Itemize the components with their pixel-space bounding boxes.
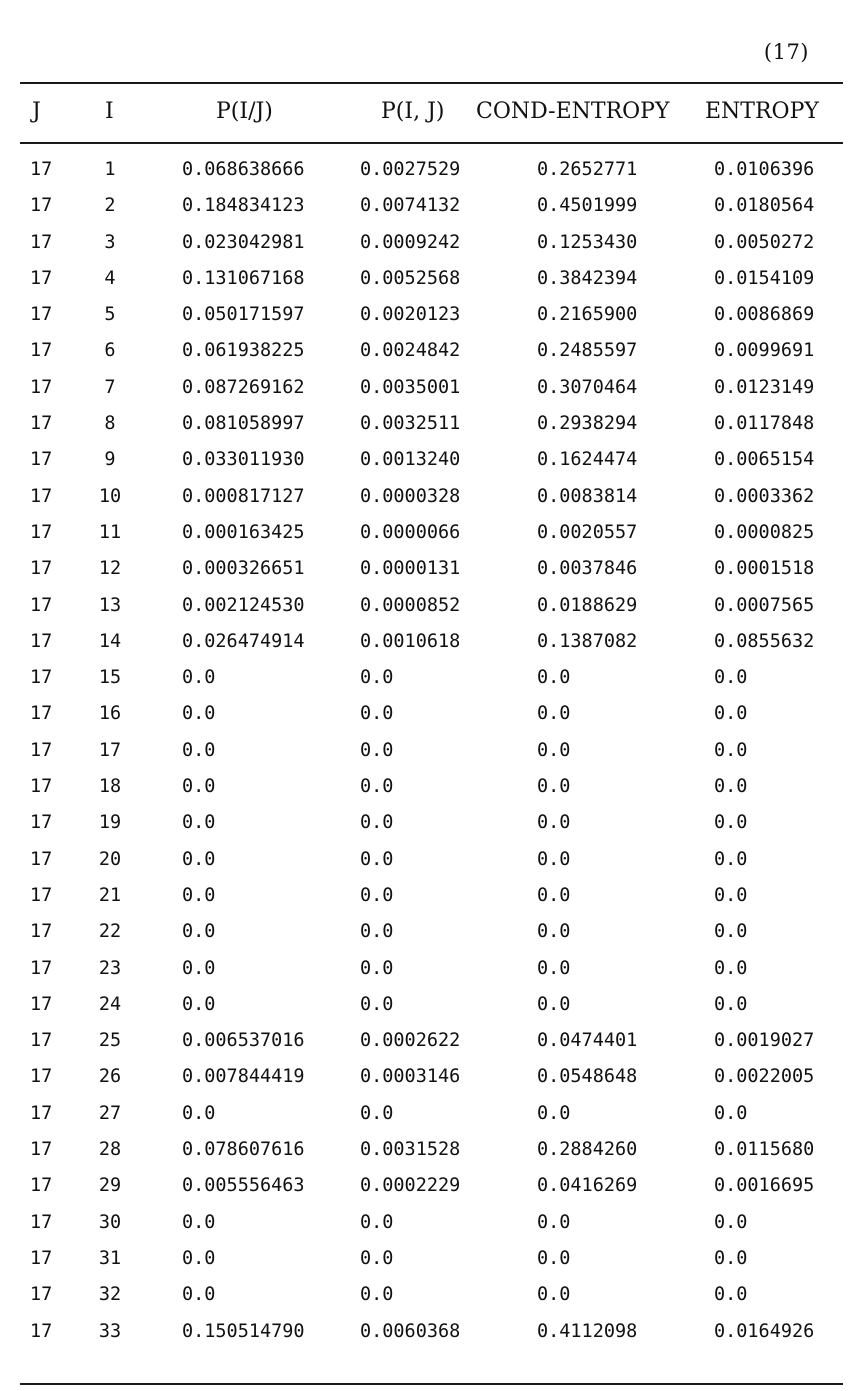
- cell-j: 17: [30, 1320, 53, 1342]
- cell-i: 33: [98, 1320, 122, 1342]
- cell-cond-entropy: 0.1253430: [537, 231, 638, 253]
- table-row: [0, 951, 863, 987]
- table-row: [0, 660, 863, 696]
- cell-p-i-j: 0.0: [360, 1284, 394, 1306]
- cell-entropy: 0.0: [714, 1247, 748, 1269]
- cell-entropy: 0.0022005: [714, 1066, 815, 1088]
- cell-entropy: 0.0016695: [714, 1175, 815, 1197]
- cell-p-i-j: 0.0000131: [360, 558, 461, 580]
- cell-i: 22: [98, 921, 122, 943]
- header-i: I: [105, 99, 114, 124]
- table-body: [0, 152, 863, 1350]
- cell-cond-entropy: 0.0: [537, 884, 571, 906]
- cell-j: 17: [30, 1247, 53, 1269]
- cell-i: 2: [104, 195, 116, 217]
- cell-j: 17: [30, 921, 53, 943]
- cell-p-i-given-j: 0.0: [182, 993, 216, 1015]
- table-row: [0, 588, 863, 624]
- table-row: [0, 733, 863, 769]
- cell-entropy: 0.0: [714, 703, 748, 725]
- table-row: [0, 805, 863, 841]
- cell-i: 29: [98, 1175, 122, 1197]
- header-j: J: [32, 99, 41, 124]
- cell-p-i-given-j: 0.078607616: [182, 1139, 305, 1161]
- table-top-rule: [20, 82, 843, 84]
- cell-p-i-given-j: 0.050171597: [182, 304, 305, 326]
- cell-p-i-given-j: 0.087269162: [182, 376, 305, 398]
- cell-cond-entropy: 0.2485597: [537, 340, 638, 362]
- cell-p-i-given-j: 0.026474914: [182, 630, 305, 652]
- cell-j: 17: [30, 231, 53, 253]
- table-row: [0, 987, 863, 1023]
- cell-j: 17: [30, 776, 53, 798]
- table-row: [0, 842, 863, 878]
- cell-p-i-j: 0.0: [360, 1102, 394, 1124]
- cell-j: 17: [30, 739, 53, 761]
- table-row: [0, 1314, 863, 1350]
- cell-cond-entropy: 0.3070464: [537, 376, 638, 398]
- table-row: [0, 152, 863, 188]
- header-p-i-given-j: P(I/J): [216, 99, 273, 124]
- cell-p-i-given-j: 0.0: [182, 812, 216, 834]
- cell-i: 9: [104, 449, 116, 471]
- cell-p-i-j: 0.0: [360, 993, 394, 1015]
- cell-p-i-given-j: 0.081058997: [182, 413, 305, 435]
- table-row: [0, 225, 863, 261]
- cell-j: 17: [30, 376, 53, 398]
- cell-p-i-j: 0.0013240: [360, 449, 461, 471]
- cell-entropy: 0.0: [714, 921, 748, 943]
- cell-p-i-given-j: 0.0: [182, 776, 216, 798]
- table-row: [0, 878, 863, 914]
- cell-i: 6: [104, 340, 116, 362]
- cell-p-i-j: 0.0: [360, 957, 394, 979]
- cell-p-i-given-j: 0.0: [182, 1247, 216, 1269]
- table-row: [0, 297, 863, 333]
- table-row: [0, 1205, 863, 1241]
- cell-p-i-given-j: 0.0: [182, 1284, 216, 1306]
- table-header-row: [0, 95, 863, 129]
- cell-p-i-given-j: 0.150514790: [182, 1320, 305, 1342]
- cell-i: 23: [98, 957, 122, 979]
- cell-cond-entropy: 0.0: [537, 812, 571, 834]
- cell-i: 12: [98, 558, 122, 580]
- cell-entropy: 0.0: [714, 993, 748, 1015]
- cell-p-i-j: 0.0: [360, 812, 394, 834]
- cell-p-i-j: 0.0024842: [360, 340, 461, 362]
- table-row: [0, 261, 863, 297]
- cell-i: 15: [98, 667, 122, 689]
- cell-i: 24: [98, 993, 122, 1015]
- cell-entropy: 0.0106396: [714, 159, 815, 180]
- cell-entropy: 0.0: [714, 884, 748, 906]
- table-row: [0, 914, 863, 950]
- cell-p-i-given-j: 0.0: [182, 667, 216, 689]
- cell-cond-entropy: 0.1387082: [537, 630, 638, 652]
- cell-j: 17: [30, 1284, 53, 1306]
- cell-i: 16: [98, 703, 122, 725]
- table-row: [0, 1023, 863, 1059]
- cell-cond-entropy: 0.0548648: [537, 1066, 638, 1088]
- cell-cond-entropy: 0.0037846: [537, 558, 638, 580]
- cell-p-i-given-j: 0.000163425: [182, 521, 305, 543]
- table-header-rule: [20, 142, 843, 144]
- cell-j: 17: [30, 340, 53, 362]
- cell-p-i-given-j: 0.0: [182, 848, 216, 870]
- cell-j: 17: [30, 1211, 53, 1233]
- cell-p-i-given-j: 0.007844419: [182, 1066, 305, 1088]
- cell-p-i-given-j: 0.023042981: [182, 231, 305, 253]
- cell-i: 32: [98, 1284, 122, 1306]
- cell-entropy: 0.0115680: [714, 1139, 815, 1161]
- cell-p-i-given-j: 0.061938225: [182, 340, 305, 362]
- cell-j: 17: [30, 1102, 53, 1124]
- cell-cond-entropy: 0.0: [537, 921, 571, 943]
- table-row: [0, 1277, 863, 1313]
- cell-p-i-j: 0.0: [360, 848, 394, 870]
- cell-entropy: 0.0065154: [714, 449, 815, 471]
- cell-cond-entropy: 0.0020557: [537, 521, 638, 543]
- header-cond-entropy: COND-ENTROPY: [476, 99, 670, 124]
- cell-j: 17: [30, 594, 53, 616]
- cell-i: 25: [98, 1030, 122, 1052]
- cell-j: 17: [30, 703, 53, 725]
- cell-j: 17: [30, 267, 53, 289]
- cell-entropy: 0.0000825: [714, 521, 815, 543]
- cell-p-i-given-j: 0.0: [182, 1102, 216, 1124]
- cell-j: 17: [30, 848, 53, 870]
- cell-i: 10: [98, 485, 122, 507]
- cell-cond-entropy: 0.0: [537, 993, 571, 1015]
- cell-p-i-given-j: 0.0: [182, 1211, 216, 1233]
- cell-entropy: 0.0086869: [714, 304, 815, 326]
- cell-p-i-given-j: 0.0: [182, 921, 216, 943]
- cell-j: 17: [30, 1030, 53, 1052]
- cell-entropy: 0.0: [714, 739, 748, 761]
- cell-i: 27: [98, 1102, 122, 1124]
- cell-p-i-j: 0.0: [360, 776, 394, 798]
- table-row: [0, 551, 863, 587]
- cell-cond-entropy: 0.0: [537, 1211, 571, 1233]
- table-row: [0, 370, 863, 406]
- table-row: [0, 515, 863, 551]
- cell-entropy: 0.0: [714, 667, 748, 689]
- cell-entropy: 0.0117848: [714, 413, 815, 435]
- cell-j: 17: [30, 1175, 53, 1197]
- cell-p-i-given-j: 0.033011930: [182, 449, 305, 471]
- table-row: [0, 1132, 863, 1168]
- cell-cond-entropy: 0.1624474: [537, 449, 638, 471]
- cell-i: 5: [104, 304, 116, 326]
- cell-cond-entropy: 0.0: [537, 1102, 571, 1124]
- cell-p-i-j: 0.0003146: [360, 1066, 461, 1088]
- cell-i: 26: [98, 1066, 122, 1088]
- cell-cond-entropy: 0.0083814: [537, 485, 638, 507]
- cell-p-i-j: 0.0: [360, 739, 394, 761]
- cell-cond-entropy: 0.3842394: [537, 267, 638, 289]
- table-row: [0, 624, 863, 660]
- cell-p-i-given-j: 0.184834123: [182, 195, 305, 217]
- cell-entropy: 0.0: [714, 957, 748, 979]
- cell-p-i-j: 0.0000066: [360, 521, 461, 543]
- cell-entropy: 0.0: [714, 1284, 748, 1306]
- cell-cond-entropy: 0.4501999: [537, 195, 638, 217]
- cell-j: 17: [30, 957, 53, 979]
- cell-entropy: 0.0: [714, 1211, 748, 1233]
- cell-p-i-j: 0.0010618: [360, 630, 461, 652]
- cell-cond-entropy: 0.0188629: [537, 594, 638, 616]
- cell-p-i-given-j: 0.006537016: [182, 1030, 305, 1052]
- cell-entropy: 0.0001518: [714, 558, 815, 580]
- header-entropy: ENTROPY: [705, 99, 819, 124]
- cell-p-i-given-j: 0.131067168: [182, 267, 305, 289]
- cell-j: 17: [30, 304, 53, 326]
- cell-cond-entropy: 0.4112098: [537, 1320, 638, 1342]
- cell-i: 30: [98, 1211, 122, 1233]
- cell-j: 17: [30, 630, 53, 652]
- cell-j: 17: [30, 159, 53, 180]
- cell-p-i-j: 0.0: [360, 703, 394, 725]
- cell-entropy: 0.0019027: [714, 1030, 815, 1052]
- cell-i: 20: [98, 848, 122, 870]
- cell-j: 17: [30, 1066, 53, 1088]
- cell-p-i-j: 0.0060368: [360, 1320, 461, 1342]
- cell-p-i-j: 0.0: [360, 884, 394, 906]
- cell-j: 17: [30, 413, 53, 435]
- table-row: [0, 696, 863, 732]
- cell-i: 18: [98, 776, 122, 798]
- cell-i: 31: [98, 1247, 122, 1269]
- cell-i: 4: [104, 267, 116, 289]
- cell-cond-entropy: 0.0: [537, 776, 571, 798]
- page-number: (17): [763, 40, 809, 64]
- cell-j: 17: [30, 485, 53, 507]
- cell-p-i-given-j: 0.002124530: [182, 594, 305, 616]
- cell-entropy: 0.0154109: [714, 267, 815, 289]
- cell-p-i-given-j: 0.0: [182, 703, 216, 725]
- cell-entropy: 0.0050272: [714, 231, 815, 253]
- cell-cond-entropy: 0.0: [537, 703, 571, 725]
- cell-cond-entropy: 0.2938294: [537, 413, 638, 435]
- table-row: [0, 333, 863, 369]
- cell-p-i-given-j: 0.0: [182, 957, 216, 979]
- cell-i: 14: [98, 630, 122, 652]
- table-row: [0, 406, 863, 442]
- table-row: [0, 1096, 863, 1132]
- cell-i: 7: [104, 376, 116, 398]
- table-row: [0, 442, 863, 478]
- cell-entropy: 0.0: [714, 1102, 748, 1124]
- cell-cond-entropy: 0.2884260: [537, 1139, 638, 1161]
- cell-entropy: 0.0: [714, 812, 748, 834]
- cell-cond-entropy: 0.0: [537, 667, 571, 689]
- cell-j: 17: [30, 449, 53, 471]
- cell-j: 17: [30, 812, 53, 834]
- cell-p-i-j: 0.0: [360, 921, 394, 943]
- cell-i: 3: [104, 231, 116, 253]
- cell-cond-entropy: 0.2652771: [537, 159, 638, 180]
- cell-j: 17: [30, 521, 53, 543]
- cell-entropy: 0.0099691: [714, 340, 815, 362]
- cell-p-i-j: 0.0020123: [360, 304, 461, 326]
- cell-entropy: 0.0180564: [714, 195, 815, 217]
- cell-j: 17: [30, 667, 53, 689]
- cell-p-i-given-j: 0.0: [182, 884, 216, 906]
- cell-i: 13: [98, 594, 122, 616]
- table-row: [0, 769, 863, 805]
- cell-p-i-j: 0.0002622: [360, 1030, 461, 1052]
- cell-cond-entropy: 0.0416269: [537, 1175, 638, 1197]
- table-row: [0, 1241, 863, 1277]
- cell-i: 1: [104, 159, 116, 180]
- cell-p-i-given-j: 0.0: [182, 739, 216, 761]
- cell-p-i-j: 0.0074132: [360, 195, 461, 217]
- cell-p-i-j: 0.0000852: [360, 594, 461, 616]
- table-bottom-rule: [20, 1383, 843, 1385]
- cell-entropy: 0.0007565: [714, 594, 815, 616]
- cell-p-i-given-j: 0.000326651: [182, 558, 305, 580]
- cell-j: 17: [30, 1139, 53, 1161]
- cell-p-i-j: 0.0002229: [360, 1175, 461, 1197]
- cell-p-i-j: 0.0: [360, 667, 394, 689]
- cell-cond-entropy: 0.0474401: [537, 1030, 638, 1052]
- cell-i: 11: [98, 521, 122, 543]
- cell-i: 28: [98, 1139, 122, 1161]
- cell-p-i-given-j: 0.068638666: [182, 159, 305, 180]
- table-row: [0, 1168, 863, 1204]
- cell-p-i-j: 0.0032511: [360, 413, 461, 435]
- cell-p-i-given-j: 0.005556463: [182, 1175, 305, 1197]
- cell-i: 21: [98, 884, 122, 906]
- cell-entropy: 0.0855632: [714, 630, 815, 652]
- cell-p-i-j: 0.0035001: [360, 376, 461, 398]
- cell-j: 17: [30, 993, 53, 1015]
- cell-p-i-j: 0.0000328: [360, 485, 461, 507]
- cell-j: 17: [30, 884, 53, 906]
- cell-entropy: 0.0164926: [714, 1320, 815, 1342]
- cell-p-i-j: 0.0052568: [360, 267, 461, 289]
- cell-cond-entropy: 0.0: [537, 739, 571, 761]
- cell-cond-entropy: 0.0: [537, 1284, 571, 1306]
- cell-p-i-given-j: 0.000817127: [182, 485, 305, 507]
- cell-cond-entropy: 0.2165900: [537, 304, 638, 326]
- cell-j: 17: [30, 558, 53, 580]
- cell-p-i-j: 0.0009242: [360, 231, 461, 253]
- cell-cond-entropy: 0.0: [537, 957, 571, 979]
- cell-j: 17: [30, 195, 53, 217]
- cell-cond-entropy: 0.0: [537, 848, 571, 870]
- cell-p-i-j: 0.0031528: [360, 1139, 461, 1161]
- table-row: [0, 1059, 863, 1095]
- table-row: [0, 479, 863, 515]
- cell-entropy: 0.0123149: [714, 376, 815, 398]
- cell-p-i-j: 0.0027529: [360, 159, 461, 180]
- cell-entropy: 0.0: [714, 848, 748, 870]
- cell-cond-entropy: 0.0: [537, 1247, 571, 1269]
- cell-i: 19: [98, 812, 122, 834]
- cell-entropy: 0.0003362: [714, 485, 815, 507]
- cell-p-i-j: 0.0: [360, 1247, 394, 1269]
- table-row: [0, 188, 863, 224]
- cell-i: 8: [104, 413, 116, 435]
- header-p-i-j: P(I, J): [381, 99, 445, 124]
- cell-i: 17: [98, 739, 122, 761]
- cell-p-i-j: 0.0: [360, 1211, 394, 1233]
- cell-entropy: 0.0: [714, 776, 748, 798]
